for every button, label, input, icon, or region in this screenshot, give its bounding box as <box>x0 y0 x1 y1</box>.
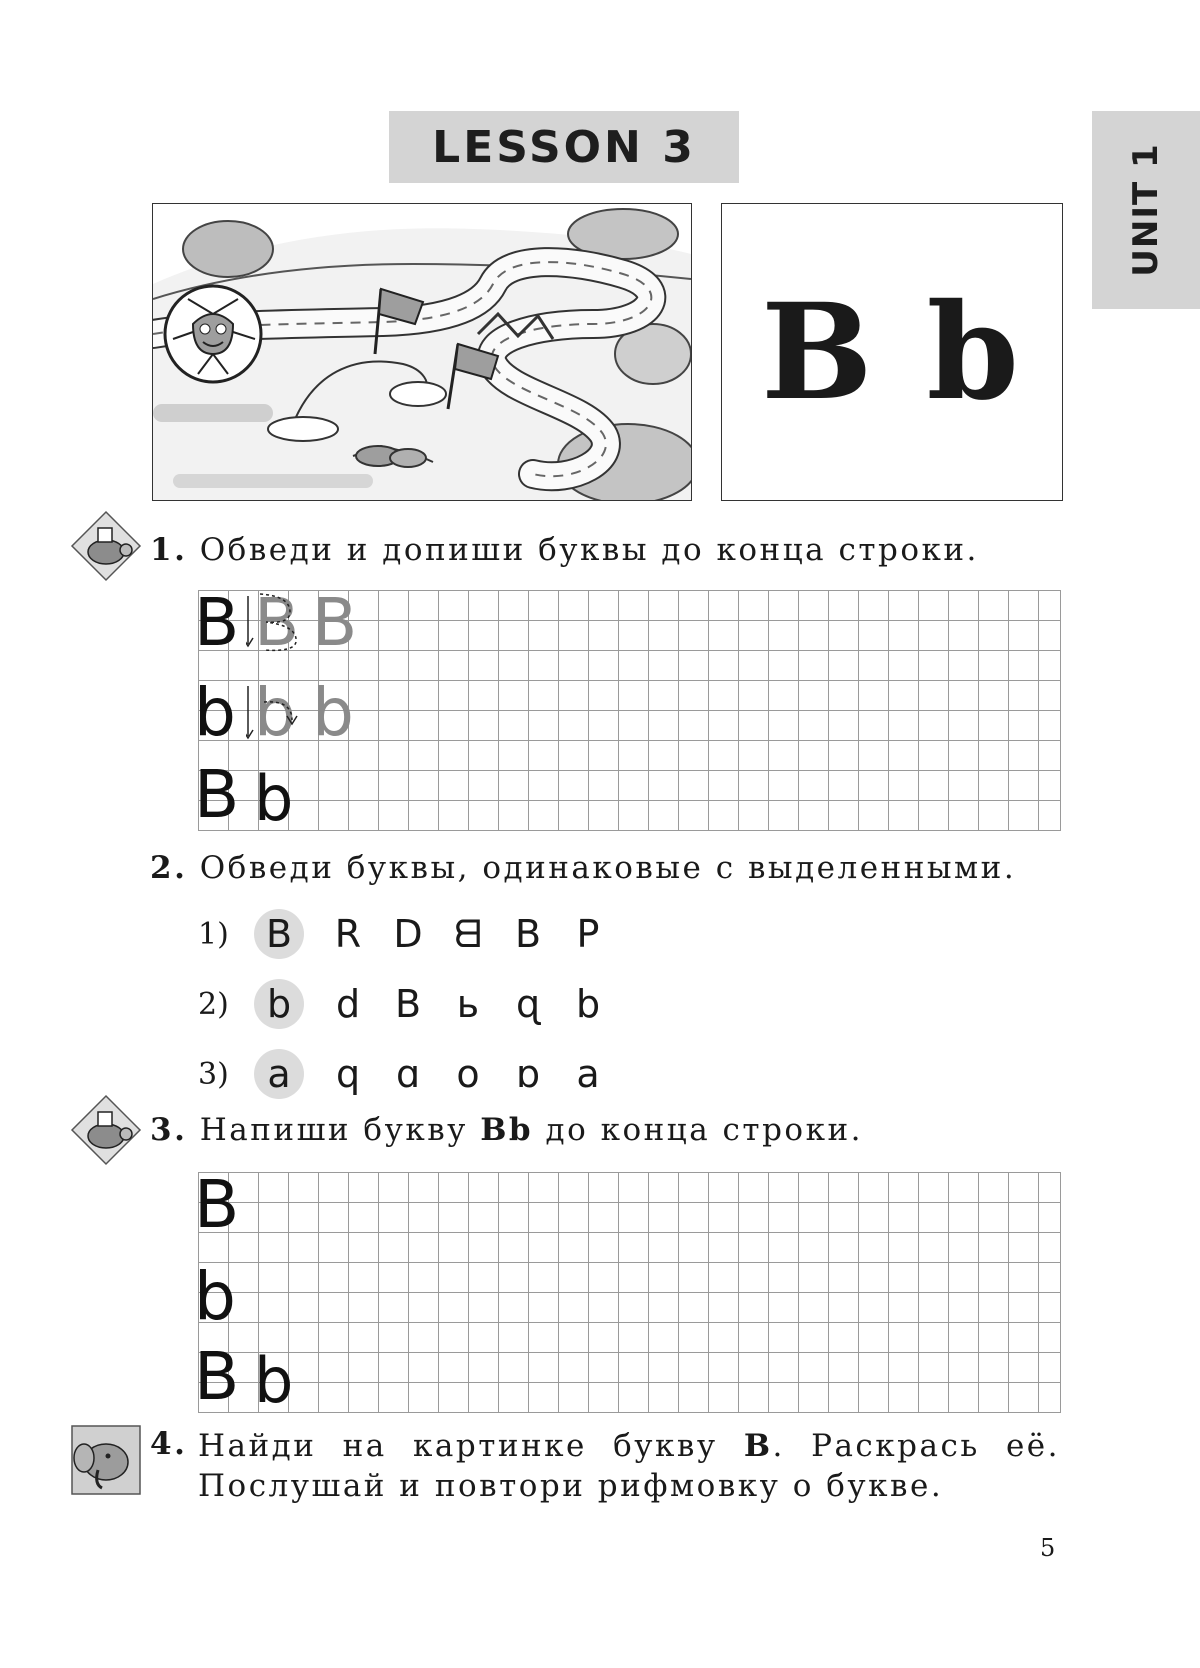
task-2-number: 2. <box>150 850 188 886</box>
grid1-letter-b-trace: b <box>254 674 296 751</box>
option-letter[interactable]: D <box>393 912 423 956</box>
highlighted-letter: B <box>254 909 304 959</box>
task-2-instruction <box>150 850 1016 886</box>
grid1-letter-B-trace: B <box>254 584 300 661</box>
task-1-number: 1. <box>150 532 188 568</box>
grid2-letter-b-line3: b <box>254 1344 294 1417</box>
stroke-arrows-icon <box>246 584 306 740</box>
option-letter[interactable]: a <box>576 1052 600 1096</box>
option-letter[interactable]: ɒ <box>515 1052 541 1096</box>
option-letter[interactable]: B <box>394 982 422 1026</box>
task-4-line1-before: Найди на картинке букву <box>198 1428 744 1464</box>
turtle-icon <box>70 510 142 582</box>
unit-tab-label: UNIT 1 <box>1126 143 1166 277</box>
option-letter[interactable]: b <box>575 982 601 1026</box>
task-4-instruction <box>198 1426 1060 1506</box>
option-letter[interactable]: ɑ <box>395 1052 421 1096</box>
grid2-letter-b-sample: b <box>194 1258 236 1335</box>
grid1-letter-b-sample: b <box>194 674 236 751</box>
task-1-text: Обведи и допиши буквы до конца строки. <box>199 532 979 568</box>
option-letter[interactable]: ᗺ <box>454 911 482 956</box>
highlighted-letter: a <box>254 1049 304 1099</box>
row-label: 2) <box>198 986 229 1022</box>
task-4-number-holder <box>150 1426 187 1462</box>
option-letter[interactable]: B <box>514 912 542 956</box>
task-3-text-after: до конца строки. <box>533 1112 863 1148</box>
task-4-number: 4. <box>150 1426 188 1462</box>
option-letter[interactable]: o <box>456 1052 480 1096</box>
lesson-title: LESSON 3 <box>389 111 739 183</box>
page-number: 5 <box>1040 1534 1056 1562</box>
grid2-letter-B-line3: B <box>194 1338 240 1415</box>
illustration-road <box>152 203 692 501</box>
grid1-letter-b-trace-2: b <box>312 674 354 751</box>
task-3-text-bold: Bb <box>480 1112 534 1148</box>
option-letter[interactable]: q <box>335 1052 361 1096</box>
task-4-line-2: Послушай и повтори рифмовку о букве. <box>198 1468 944 1504</box>
task-1-instruction <box>150 532 979 568</box>
turtle-icon <box>70 1094 142 1166</box>
task-4-line1-bold: B <box>743 1428 773 1464</box>
option-letter[interactable]: ɋ <box>515 982 541 1026</box>
letter-row-1 <box>198 906 618 962</box>
task-4-line1-after: . Раскрась её. <box>772 1428 1060 1464</box>
task-3-text-before: Напиши букву <box>199 1112 481 1148</box>
letter-card: B b <box>721 203 1063 501</box>
option-letter[interactable]: R <box>334 912 362 956</box>
grid1-letter-b-line3: b <box>254 762 294 835</box>
grid2-letter-B-sample: B <box>194 1166 240 1243</box>
task-2-text: Обведи буквы, одинаковые с выделенными. <box>199 850 1017 886</box>
grid1-letter-B-line3: B <box>194 756 240 833</box>
option-letter[interactable]: d <box>335 982 361 1026</box>
letter-row-3 <box>198 1046 618 1102</box>
unit-tab <box>1092 111 1200 309</box>
option-letter[interactable]: P <box>576 912 600 956</box>
row-label: 1) <box>198 916 229 952</box>
letter-row-2 <box>198 976 618 1032</box>
writing-grid-1[interactable] <box>194 584 1061 835</box>
task-3-number: 3. <box>150 1112 188 1148</box>
highlighted-letter: b <box>254 979 304 1029</box>
grid1-letter-B-trace-2: B <box>312 584 358 661</box>
option-letter[interactable]: ь <box>456 982 480 1026</box>
task-4-line-1 <box>198 1426 1060 1466</box>
row-label: 3) <box>198 1056 229 1092</box>
elephant-icon <box>70 1424 142 1496</box>
writing-grid-2[interactable] <box>194 1166 1061 1417</box>
grid1-letter-B-sample: B <box>194 584 240 661</box>
task-3-instruction <box>150 1112 863 1148</box>
